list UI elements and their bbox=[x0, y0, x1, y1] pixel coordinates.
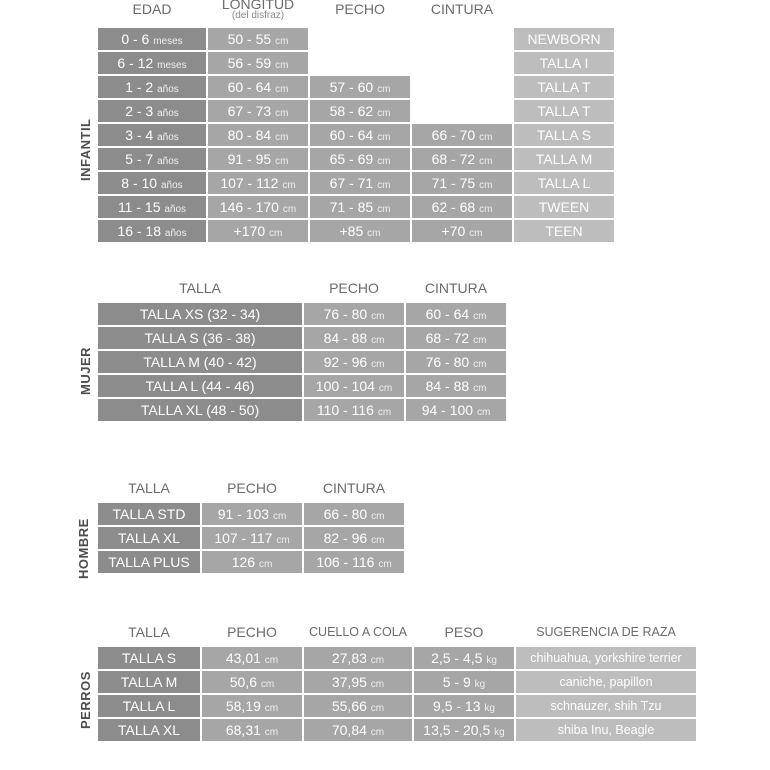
cell: TALLA PLUS bbox=[98, 551, 200, 573]
cell: 71 - 75 cm bbox=[412, 172, 512, 194]
cell: 107 - 112 cm bbox=[208, 172, 308, 194]
cell: 66 - 80 cm bbox=[304, 503, 404, 525]
table-row bbox=[98, 124, 614, 146]
cell: shiba Inu, Beagle bbox=[516, 719, 696, 741]
col-header: CINTURA bbox=[322, 480, 386, 496]
table-perros bbox=[96, 620, 698, 743]
cell: 16 - 18 años bbox=[98, 220, 206, 242]
cell: 71 - 85 cm bbox=[310, 196, 410, 218]
table-row bbox=[98, 695, 696, 717]
table-body bbox=[98, 647, 696, 741]
cell: 3 - 4 años bbox=[98, 124, 206, 146]
col-header: TALLA bbox=[128, 480, 170, 496]
table-row bbox=[98, 647, 696, 669]
col-header: PESO bbox=[444, 624, 484, 640]
col-header: CINTURA bbox=[430, 0, 494, 17]
cell: 76 - 80 cm bbox=[406, 351, 506, 373]
col-header: SUGERENCIA DE RAZA bbox=[536, 625, 676, 639]
cell: 94 - 100 cm bbox=[406, 399, 506, 421]
cell: 68 - 72 cm bbox=[406, 327, 506, 349]
cell: 65 - 69 cm bbox=[310, 148, 410, 170]
cell: 126 cm bbox=[202, 551, 302, 573]
header-row bbox=[98, 478, 404, 501]
cell: 2,5 - 4,5 kg bbox=[414, 647, 514, 669]
cell: 5 - 7 años bbox=[98, 148, 206, 170]
cell: 84 - 88 cm bbox=[406, 375, 506, 397]
cell: TALLA L bbox=[514, 172, 614, 194]
table-row bbox=[98, 172, 614, 194]
table-row bbox=[98, 76, 614, 98]
cell: 82 - 96 cm bbox=[304, 527, 404, 549]
cell: TALLA T bbox=[514, 100, 614, 122]
col-header: PECHO bbox=[227, 480, 277, 496]
section-perros bbox=[78, 620, 698, 743]
col-header: LONGITUD (del disfraz) bbox=[208, 0, 308, 26]
section-infantil bbox=[78, 0, 616, 244]
col-header bbox=[514, 0, 614, 26]
cell bbox=[310, 28, 410, 50]
col-header: EDAD bbox=[132, 0, 172, 17]
cell: caniche, papillon bbox=[516, 671, 696, 693]
section-label-mujer: MUJER bbox=[78, 347, 93, 396]
col-header: TALLA bbox=[179, 280, 221, 296]
table-row bbox=[98, 28, 614, 50]
cell bbox=[310, 52, 410, 74]
cell: 43,01 cm bbox=[202, 647, 302, 669]
cell: TWEEN bbox=[514, 196, 614, 218]
cell: TALLA XL (48 - 50) bbox=[98, 399, 302, 421]
cell: 66 - 70 cm bbox=[412, 124, 512, 146]
cell: 91 - 103 cm bbox=[202, 503, 302, 525]
cell: TALLA S bbox=[514, 124, 614, 146]
table-body bbox=[98, 28, 614, 242]
cell: 50 - 55 cm bbox=[208, 28, 308, 50]
cell: 13,5 - 20,5 kg bbox=[414, 719, 514, 741]
cell: 67 - 71 cm bbox=[310, 172, 410, 194]
cell: TALLA STD bbox=[98, 503, 200, 525]
cell: TALLA XS (32 - 34) bbox=[98, 303, 302, 325]
table-row bbox=[98, 100, 614, 122]
cell: 57 - 60 cm bbox=[310, 76, 410, 98]
cell: 91 - 95 cm bbox=[208, 148, 308, 170]
table-row bbox=[98, 351, 506, 373]
cell: +85 cm bbox=[310, 220, 410, 242]
cell: 62 - 68 cm bbox=[412, 196, 512, 218]
cell: 100 - 104 cm bbox=[304, 375, 404, 397]
table-row bbox=[98, 719, 696, 741]
table-row bbox=[98, 375, 506, 397]
col-header-sub: (del disfraz) bbox=[231, 10, 285, 21]
table-body bbox=[98, 503, 404, 573]
cell: TALLA XL bbox=[98, 719, 200, 741]
cell: TALLA M (40 - 42) bbox=[98, 351, 302, 373]
cell: TALLA M bbox=[98, 671, 200, 693]
table-row bbox=[98, 671, 696, 693]
cell: 11 - 15 años bbox=[98, 196, 206, 218]
cell: chihuahua, yorkshire terrier bbox=[516, 647, 696, 669]
table-row bbox=[98, 399, 506, 421]
table-row bbox=[98, 503, 404, 525]
cell: 55,66 cm bbox=[304, 695, 412, 717]
table-row bbox=[98, 551, 404, 573]
cell: TALLA M bbox=[514, 148, 614, 170]
cell: 76 - 80 cm bbox=[304, 303, 404, 325]
cell: 37,95 cm bbox=[304, 671, 412, 693]
cell: 70,84 cm bbox=[304, 719, 412, 741]
cell: TALLA T bbox=[514, 76, 614, 98]
cell: 68 - 72 cm bbox=[412, 148, 512, 170]
col-header: CUELLO A COLA bbox=[309, 625, 407, 639]
cell: 5 - 9 kg bbox=[414, 671, 514, 693]
cell bbox=[412, 100, 512, 122]
col-header: TALLA bbox=[128, 624, 170, 640]
table-body bbox=[98, 303, 506, 421]
cell: 58 - 62 cm bbox=[310, 100, 410, 122]
col-header: PECHO bbox=[335, 0, 385, 17]
table-head bbox=[98, 478, 404, 501]
section-hombre bbox=[76, 476, 406, 580]
table-infantil bbox=[96, 0, 616, 244]
section-label-perros: PERROS bbox=[78, 671, 93, 729]
table-hombre bbox=[96, 476, 406, 575]
table-row bbox=[98, 196, 614, 218]
cell: 8 - 10 años bbox=[98, 172, 206, 194]
cell: 50,6 cm bbox=[202, 671, 302, 693]
cell: 92 - 96 cm bbox=[304, 351, 404, 373]
cell: 84 - 88 cm bbox=[304, 327, 404, 349]
cell: TEEN bbox=[514, 220, 614, 242]
table-row bbox=[98, 527, 404, 549]
cell bbox=[412, 76, 512, 98]
col-header: CINTURA bbox=[424, 280, 488, 296]
cell: 27,83 cm bbox=[304, 647, 412, 669]
header-row bbox=[98, 0, 614, 26]
table-row bbox=[98, 220, 614, 242]
section-label-infantil: INFANTIL bbox=[78, 118, 93, 182]
table-row bbox=[98, 148, 614, 170]
cell: NEWBORN bbox=[514, 28, 614, 50]
table-row bbox=[98, 327, 506, 349]
cell: schnauzer, shih Tzu bbox=[516, 695, 696, 717]
cell: 68,31 cm bbox=[202, 719, 302, 741]
cell bbox=[412, 52, 512, 74]
header-row bbox=[98, 278, 506, 301]
cell: 56 - 59 cm bbox=[208, 52, 308, 74]
col-header: PECHO bbox=[329, 280, 379, 296]
cell: TALLA XL bbox=[98, 527, 200, 549]
cell: TALLA L (44 - 46) bbox=[98, 375, 302, 397]
cell: 107 - 117 cm bbox=[202, 527, 302, 549]
table-head bbox=[98, 278, 506, 301]
cell: 6 - 12 meses bbox=[98, 52, 206, 74]
cell: 60 - 64 cm bbox=[310, 124, 410, 146]
cell: 80 - 84 cm bbox=[208, 124, 308, 146]
cell: 60 - 64 cm bbox=[406, 303, 506, 325]
cell: 67 - 73 cm bbox=[208, 100, 308, 122]
table-head bbox=[98, 0, 614, 26]
cell: 0 - 6 meses bbox=[98, 28, 206, 50]
cell: TALLA S (36 - 38) bbox=[98, 327, 302, 349]
cell bbox=[412, 28, 512, 50]
section-mujer bbox=[78, 276, 508, 423]
cell: +170 cm bbox=[208, 220, 308, 242]
cell: 2 - 3 años bbox=[98, 100, 206, 122]
table-row bbox=[98, 52, 614, 74]
cell: TALLA L bbox=[98, 695, 200, 717]
cell: 1 - 2 años bbox=[98, 76, 206, 98]
table-row bbox=[98, 303, 506, 325]
cell: 58,19 cm bbox=[202, 695, 302, 717]
section-label-hombre: HOMBRE bbox=[76, 518, 91, 580]
cell: 146 - 170 cm bbox=[208, 196, 308, 218]
cell: TALLA S bbox=[98, 647, 200, 669]
table-head bbox=[98, 622, 696, 645]
table-mujer bbox=[96, 276, 508, 423]
cell: 9,5 - 13 kg bbox=[414, 695, 514, 717]
cell: TALLA I bbox=[514, 52, 614, 74]
header-row bbox=[98, 622, 696, 645]
col-header: PECHO bbox=[227, 624, 277, 640]
cell: 106 - 116 cm bbox=[304, 551, 404, 573]
cell: +70 cm bbox=[412, 220, 512, 242]
cell: 60 - 64 cm bbox=[208, 76, 308, 98]
cell: 110 - 116 cm bbox=[304, 399, 404, 421]
